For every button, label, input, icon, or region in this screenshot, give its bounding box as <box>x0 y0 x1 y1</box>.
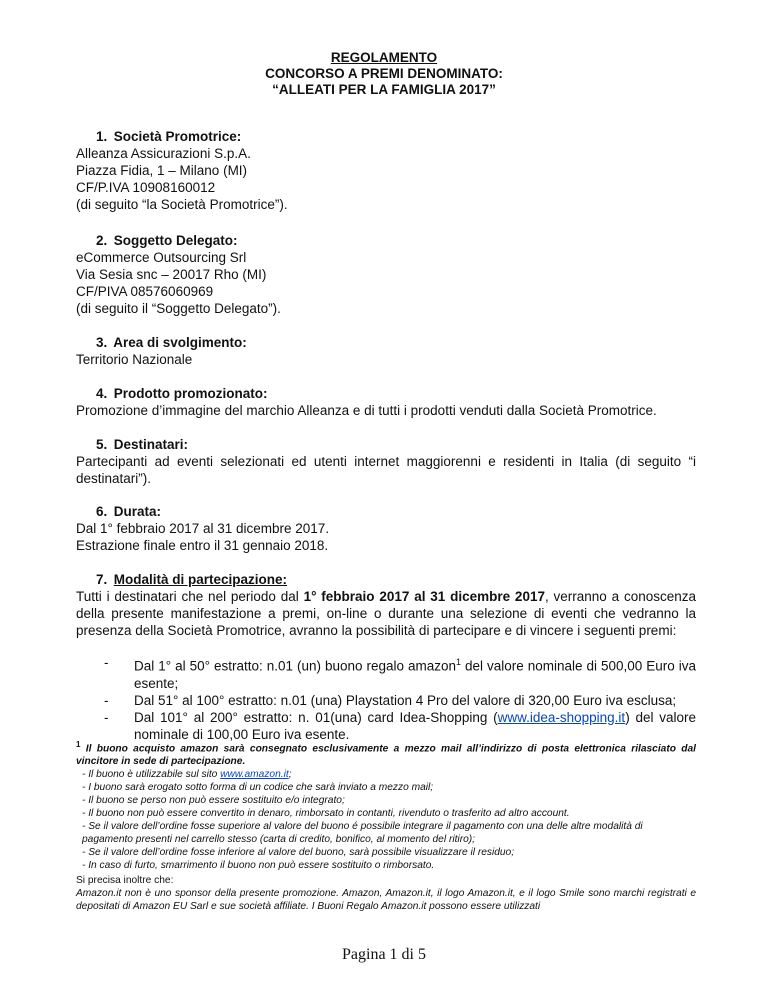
duration-period: Dal 1° febbraio 2017 al 31 dicembre 2017. <box>76 521 330 536</box>
section-heading: 6. Durata: <box>96 504 162 519</box>
title-line-3: “ALLEATI PER LA FAMIGLIA 2017” <box>272 82 496 97</box>
participation-period: 1° febbraio 2017 al 31 dicembre 2017 <box>303 589 545 604</box>
section-heading: 5. Destinatari: <box>96 437 189 452</box>
duration-extraction: Estrazione finale entro il 31 gennaio 2018. <box>76 538 329 553</box>
recipients-text: Partecipanti ad eventi selezionati ed utenti internet maggiorenni e residenti in Italia (di seguito “i destinatari”). <box>76 454 696 486</box>
list-item: - Se il valore dell’ordine fosse inferiore al valore del buono, sarà possibile visualizzare il residuo; <box>82 847 515 859</box>
promoter-vat: CF/P.IVA 10908160012 <box>76 180 216 195</box>
section-delegate <box>76 232 696 317</box>
list-item: - Dal 51° al 100° estratto: n.01 (una) Playstation 4 Pro del valore di 320,00 Euro iva esclusa; <box>104 692 677 708</box>
list-item: - In caso di furto, smarrimento il buono non può essere sostituito o rimborsato. <box>82 860 435 872</box>
idea-shopping-link[interactable]: www.idea-shopping.it <box>497 709 626 725</box>
footnote <box>76 738 696 872</box>
page-number: Pagina 1 di 5 <box>342 946 426 963</box>
document-title <box>0 50 768 98</box>
promoter-alias: (di seguito “la Società Promotrice”). <box>76 197 288 212</box>
section-area <box>76 334 696 368</box>
area-text: Territorio Nazionale <box>76 352 193 367</box>
list-item: - Se il valore dell’ordine fosse superiore al valore del buono é possibile integrare il pagamento con una delle altre modalità di pagamento presenti nel carrello stesso (carta di credito, bonifico, al momento del ritiro); <box>82 821 643 846</box>
title-line-1: REGOLAMENTO <box>330 50 438 65</box>
list-item: - Il buono è utilizzabile sul sito www.amazon.it; <box>82 769 292 781</box>
note-block <box>76 874 696 913</box>
footnote-head: $^1$ Il buono acquisto amazon sarà consegnato esclusivamente a mezzo mail all’indirizzo di posta elettronica rilasciato dal vincitore in sede di partecipazione. <box>76 740 696 768</box>
title-line-2: CONCORSO A PREMI DENOMINATO: <box>265 66 503 81</box>
section-recipients <box>76 436 696 487</box>
prize-list <box>102 654 696 743</box>
delegate-name: eCommerce Outsourcing Srl <box>76 250 247 265</box>
section-heading: 7. Modalità di partecipazione: <box>96 572 288 587</box>
list-item: - I buono sarà erogato sotto forma di un codice che sarà inviato a mezzo mail; <box>82 782 434 794</box>
section-heading: 1. Società Promotrice: <box>96 129 242 144</box>
section-heading: 2. Soggetto Delegato: <box>96 233 238 248</box>
note-text: Amazon.it non è uno sponsor della presente promozione. Amazon, Amazon.it, il logo Amazon.it, e il logo Smile sono marchi registrati e depositati di Amazon EU Sarl e sue società affiliate. I Buoni Regalo Amazon.it possono essere utilizzati <box>76 888 696 912</box>
list-item: - Dal 1° al 50° estratto: n.01 (un) buono regalo amazon$^1$ del valore nominale di 500,00 Euro iva esente; <box>104 655 696 691</box>
list-item: - Il buono non può essere convertito in denaro, rimborsato in contanti, rivenduto o trasferito ad altro account. <box>82 808 570 820</box>
promoter-name: Alleanza Assicurazioni S.p.A. <box>76 146 251 161</box>
delegate-vat: CF/PIVA 08576060969 <box>76 284 214 299</box>
amazon-link[interactable]: www.amazon.it <box>220 769 289 781</box>
product-text: Promozione d’immagine del marchio Alleanza e di tutti i prodotti venduti dalla Società Promotrice. <box>76 403 657 418</box>
section-heading: 4. Prodotto promozionato: <box>96 386 268 401</box>
promoter-address: Piazza Fidia, 1 – Milano (MI) <box>76 163 248 178</box>
section-duration <box>76 503 696 554</box>
list-item: - Dal 101° al 200° estratto: n. 01(una) card Idea-Shopping (www.idea-shopping.it) del valore nominale di 100,00 Euro iva esente. <box>104 709 696 742</box>
section-participation <box>76 571 696 639</box>
section-product <box>76 385 696 419</box>
section-heading: 3. Area di svolgimento: <box>96 335 247 350</box>
participation-text: Tutti i destinatari che nel periodo dal 1° febbraio 2017 al 31 dicembre 2017, verranno a conoscenza della presente manifestazione a premi, on-line o durante una selezione di eventi che vedranno la presenza della Società Promotrice, avranno la possibilità di partecipare e di vincere i seguenti premi: <box>76 589 696 638</box>
note-intro: Si precisa inoltre che: <box>76 875 174 886</box>
delegate-alias: (di seguito il “Soggetto Delegato”). <box>76 301 281 316</box>
footnote-ref: 1 <box>456 657 462 667</box>
list-item: - Il buono se perso non può essere sostituito e/o integrato; <box>82 795 345 807</box>
section-promoter <box>76 128 696 213</box>
delegate-address: Via Sesia snc – 20017 Rho (MI) <box>76 267 267 282</box>
